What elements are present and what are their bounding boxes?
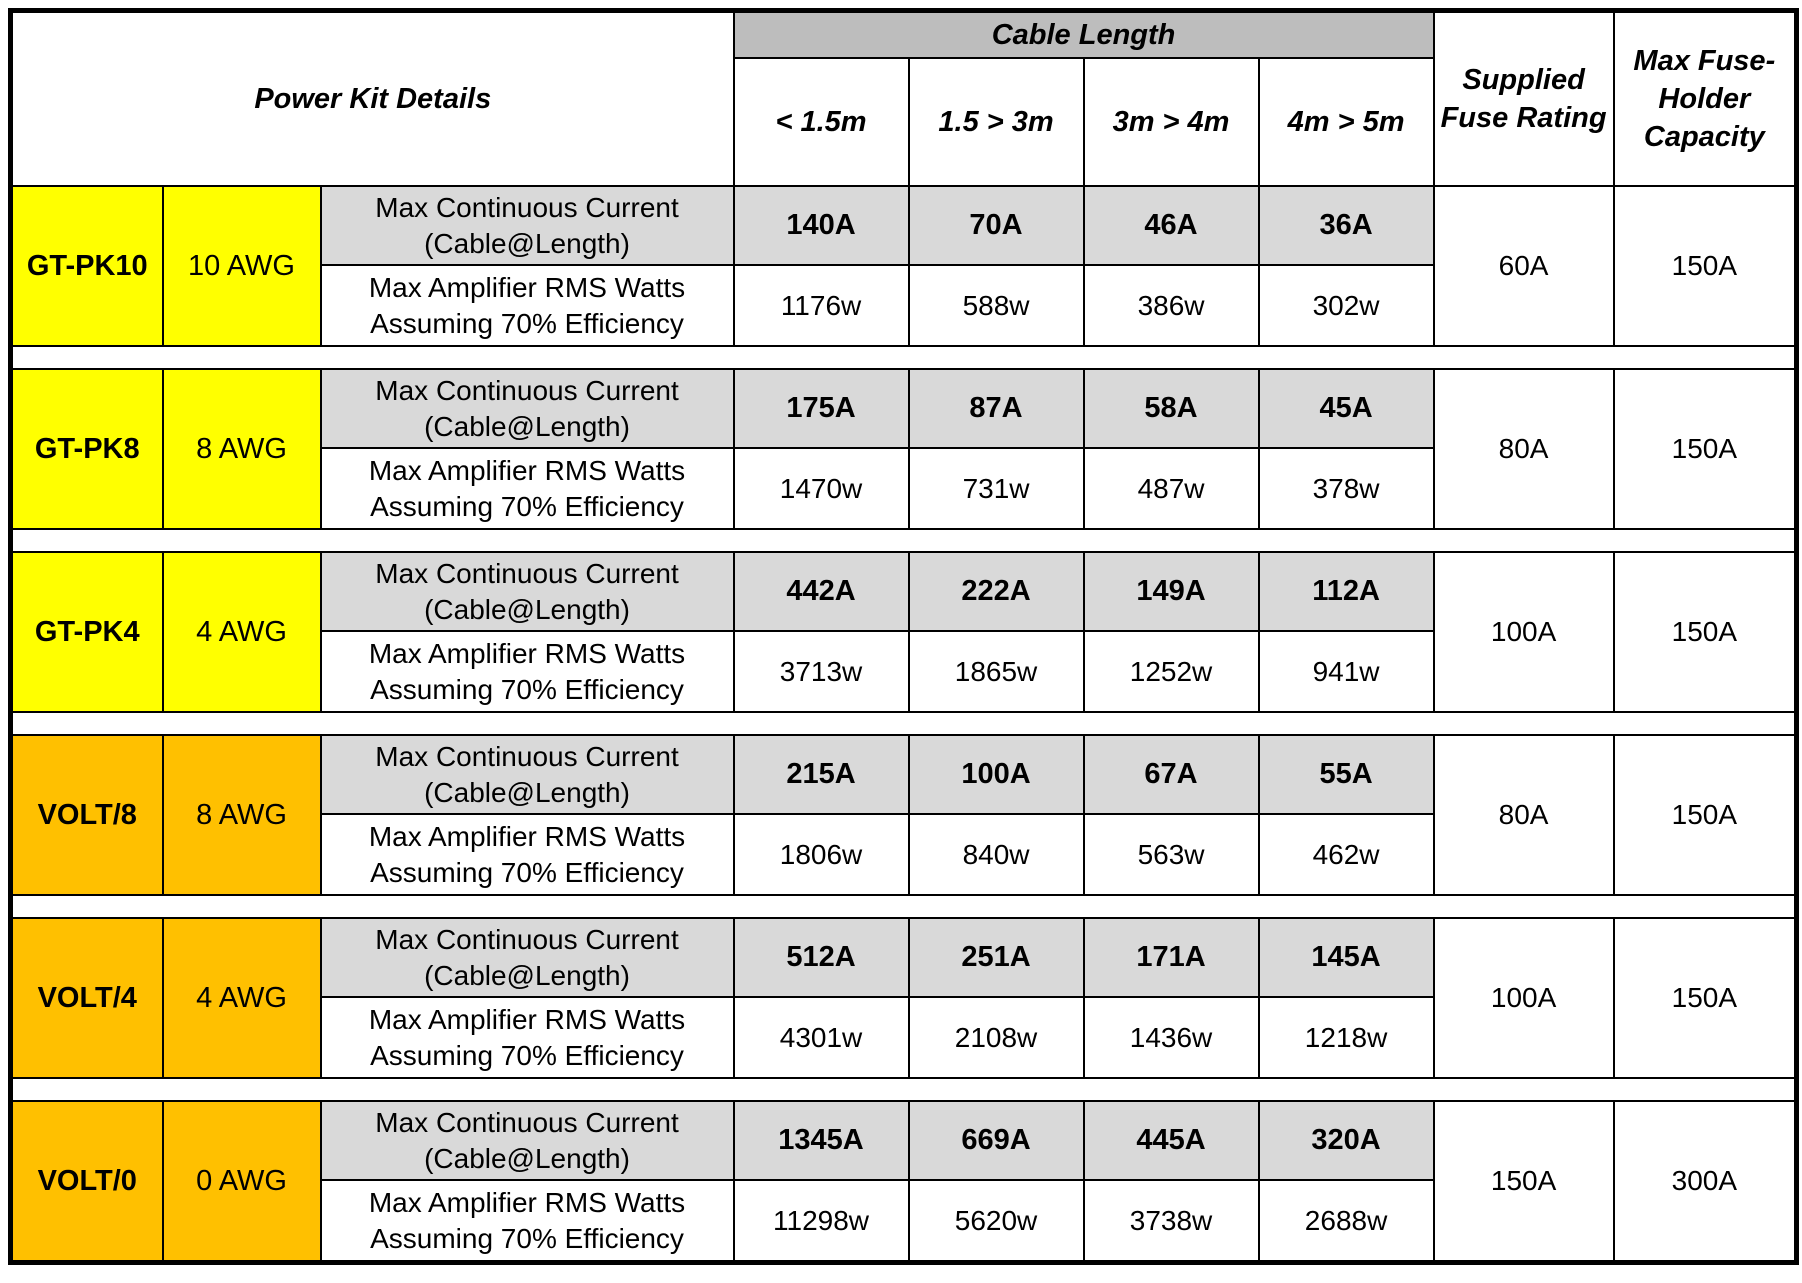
supplied-fuse-rating-header: Supplied Fuse Rating	[1434, 11, 1614, 187]
kit-model-cell: GT-PK8	[11, 369, 163, 529]
current-value-cell: 145A	[1259, 918, 1434, 997]
current-value-cell: 46A	[1084, 186, 1259, 265]
watts-value-cell: 840w	[909, 814, 1084, 895]
length-header: 3m > 4m	[1084, 58, 1259, 186]
row-spacer	[11, 1078, 1797, 1101]
length-header: 1.5 > 3m	[909, 58, 1084, 186]
label-line: (Cable@Length)	[424, 776, 630, 808]
watts-value-cell: 462w	[1259, 814, 1434, 895]
label-line: Max Amplifier RMS Watts	[368, 271, 686, 303]
label-line: Assuming 70% Efficiency	[370, 856, 684, 888]
fuse-rating-cell: 100A	[1434, 552, 1614, 712]
fuse-holder-capacity-cell: 300A	[1614, 1101, 1797, 1263]
spacer-cell	[11, 346, 1797, 369]
watts-value-cell: 11298w	[734, 1180, 909, 1263]
watts-value-cell: 1806w	[734, 814, 909, 895]
max-continuous-current-label	[321, 552, 734, 631]
kit-awg-cell: 4 AWG	[163, 918, 321, 1078]
watts-value-cell: 4301w	[734, 997, 909, 1078]
spacer-cell	[11, 529, 1797, 552]
current-value-cell: 171A	[1084, 918, 1259, 997]
current-value-cell: 251A	[909, 918, 1084, 997]
current-value-cell: 215A	[734, 735, 909, 814]
kit-model-cell: VOLT/0	[11, 1101, 163, 1263]
current-value-cell: 36A	[1259, 186, 1434, 265]
current-value-cell: 67A	[1084, 735, 1259, 814]
kit-awg-cell: 10 AWG	[163, 186, 321, 346]
watts-value-cell: 731w	[909, 448, 1084, 529]
current-value-cell: 1345A	[734, 1101, 909, 1180]
fuse-rating-cell: 80A	[1434, 735, 1614, 895]
max-continuous-current-label	[321, 918, 734, 997]
watts-value-cell: 1252w	[1084, 631, 1259, 712]
kit-current-row	[11, 369, 1797, 448]
label-line: (Cable@Length)	[424, 1142, 630, 1174]
current-value-cell: 222A	[909, 552, 1084, 631]
kit-awg-cell: 0 AWG	[163, 1101, 321, 1263]
max-fuse-holder-capacity-header: Max Fuse-Holder Capacity	[1614, 11, 1797, 187]
length-header: < 1.5m	[734, 58, 909, 186]
length-header: 4m > 5m	[1259, 58, 1434, 186]
current-value-cell: 175A	[734, 369, 909, 448]
watts-value-cell: 3713w	[734, 631, 909, 712]
label-line: Assuming 70% Efficiency	[370, 1039, 684, 1071]
current-value-cell: 55A	[1259, 735, 1434, 814]
fuse-holder-capacity-cell: 150A	[1614, 369, 1797, 529]
kit-model-cell: VOLT/8	[11, 735, 163, 895]
watts-value-cell: 3738w	[1084, 1180, 1259, 1263]
current-value-cell: 140A	[734, 186, 909, 265]
watts-value-cell: 1218w	[1259, 997, 1434, 1078]
row-spacer	[11, 895, 1797, 918]
power-kit-details-header: Power Kit Details	[11, 11, 734, 187]
kit-model-cell: GT-PK4	[11, 552, 163, 712]
max-continuous-current-label	[321, 186, 734, 265]
current-value-cell: 70A	[909, 186, 1084, 265]
watts-value-cell: 1470w	[734, 448, 909, 529]
label-line: Max Continuous Current	[375, 740, 679, 772]
label-line: Max Amplifier RMS Watts	[368, 820, 686, 852]
watts-value-cell: 386w	[1084, 265, 1259, 346]
label-line: (Cable@Length)	[424, 410, 630, 442]
watts-value-cell: 563w	[1084, 814, 1259, 895]
label-line: Max Continuous Current	[375, 1106, 679, 1138]
max-amplifier-rms-watts-label	[321, 448, 734, 529]
fuse-rating-cell: 60A	[1434, 186, 1614, 346]
max-continuous-current-label	[321, 1101, 734, 1180]
fuse-holder-capacity-cell: 150A	[1614, 552, 1797, 712]
kit-current-row	[11, 918, 1797, 997]
watts-value-cell: 2108w	[909, 997, 1084, 1078]
kit-awg-cell: 8 AWG	[163, 735, 321, 895]
kit-current-row	[11, 552, 1797, 631]
watts-value-cell: 2688w	[1259, 1180, 1434, 1263]
kit-awg-cell: 8 AWG	[163, 369, 321, 529]
kit-awg-cell: 4 AWG	[163, 552, 321, 712]
label-line: Max Continuous Current	[375, 557, 679, 589]
current-value-cell: 512A	[734, 918, 909, 997]
row-spacer	[11, 346, 1797, 369]
power-kit-table-container	[8, 8, 1799, 1265]
cable-length-header: Cable Length	[734, 11, 1434, 59]
fuse-holder-capacity-cell: 150A	[1614, 186, 1797, 346]
label-line: Max Amplifier RMS Watts	[368, 1186, 686, 1218]
spacer-cell	[11, 895, 1797, 918]
label-line: (Cable@Length)	[424, 959, 630, 991]
current-value-cell: 58A	[1084, 369, 1259, 448]
max-continuous-current-label	[321, 369, 734, 448]
watts-value-cell: 378w	[1259, 448, 1434, 529]
current-value-cell: 149A	[1084, 552, 1259, 631]
current-value-cell: 112A	[1259, 552, 1434, 631]
current-value-cell: 87A	[909, 369, 1084, 448]
label-line: Max Amplifier RMS Watts	[368, 637, 686, 669]
kit-current-row	[11, 735, 1797, 814]
current-value-cell: 442A	[734, 552, 909, 631]
watts-value-cell: 302w	[1259, 265, 1434, 346]
watts-value-cell: 487w	[1084, 448, 1259, 529]
label-line: Assuming 70% Efficiency	[370, 490, 684, 522]
label-line: (Cable@Length)	[424, 593, 630, 625]
watts-value-cell: 1865w	[909, 631, 1084, 712]
max-amplifier-rms-watts-label	[321, 631, 734, 712]
label-line: Max Amplifier RMS Watts	[368, 1003, 686, 1035]
label-line: Assuming 70% Efficiency	[370, 1222, 684, 1254]
current-value-cell: 669A	[909, 1101, 1084, 1180]
label-line: Max Continuous Current	[375, 374, 679, 406]
fuse-rating-cell: 80A	[1434, 369, 1614, 529]
fuse-rating-cell: 150A	[1434, 1101, 1614, 1263]
label-line: Assuming 70% Efficiency	[370, 673, 684, 705]
current-value-cell: 100A	[909, 735, 1084, 814]
current-value-cell: 445A	[1084, 1101, 1259, 1180]
watts-value-cell: 1176w	[734, 265, 909, 346]
label-line: Assuming 70% Efficiency	[370, 307, 684, 339]
label-line: Max Continuous Current	[375, 191, 679, 223]
watts-value-cell: 941w	[1259, 631, 1434, 712]
current-value-cell: 320A	[1259, 1101, 1434, 1180]
power-kit-table	[8, 8, 1799, 1265]
max-amplifier-rms-watts-label	[321, 1180, 734, 1263]
watts-value-cell: 5620w	[909, 1180, 1084, 1263]
row-spacer	[11, 712, 1797, 735]
fuse-rating-cell: 100A	[1434, 918, 1614, 1078]
watts-value-cell: 588w	[909, 265, 1084, 346]
max-amplifier-rms-watts-label	[321, 265, 734, 346]
kit-current-row	[11, 1101, 1797, 1180]
fuse-holder-capacity-cell: 150A	[1614, 735, 1797, 895]
label-line: Max Continuous Current	[375, 923, 679, 955]
kit-model-cell: VOLT/4	[11, 918, 163, 1078]
kit-current-row	[11, 186, 1797, 265]
fuse-holder-capacity-cell: 150A	[1614, 918, 1797, 1078]
max-continuous-current-label	[321, 735, 734, 814]
row-spacer	[11, 529, 1797, 552]
spacer-cell	[11, 1078, 1797, 1101]
max-amplifier-rms-watts-label	[321, 997, 734, 1078]
current-value-cell: 45A	[1259, 369, 1434, 448]
label-line: Max Amplifier RMS Watts	[368, 454, 686, 486]
label-line: (Cable@Length)	[424, 227, 630, 259]
kit-model-cell: GT-PK10	[11, 186, 163, 346]
kit-rows	[11, 186, 1797, 1263]
spacer-cell	[11, 712, 1797, 735]
watts-value-cell: 1436w	[1084, 997, 1259, 1078]
max-amplifier-rms-watts-label	[321, 814, 734, 895]
